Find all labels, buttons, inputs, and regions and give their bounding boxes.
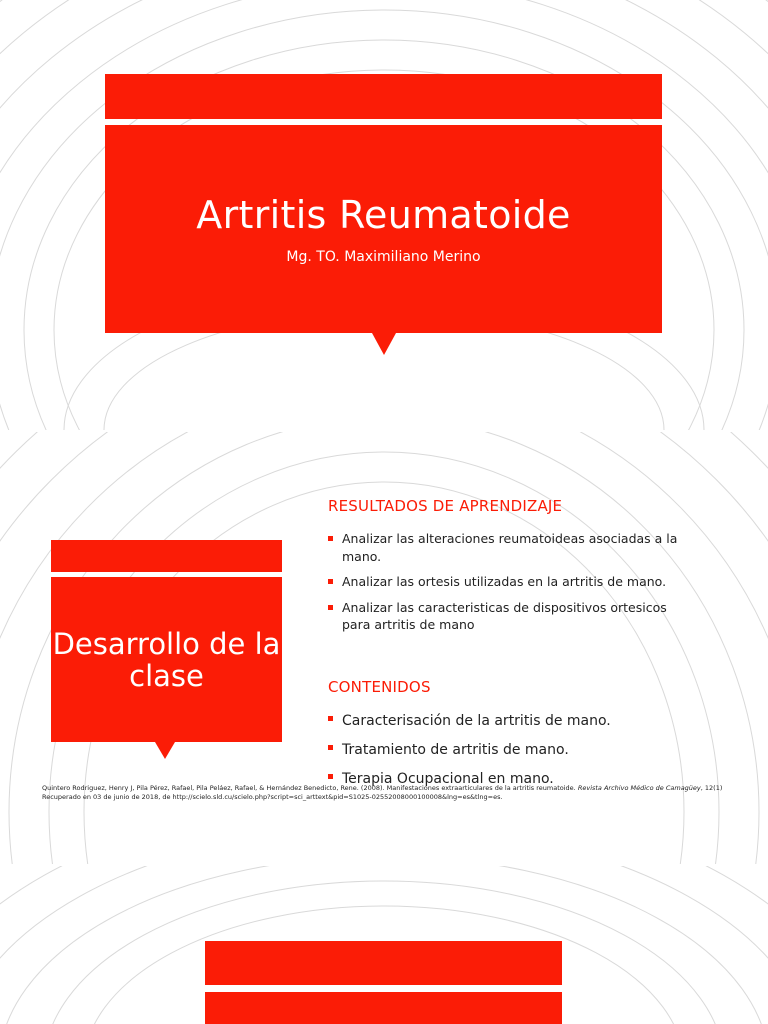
citation <box>42 784 742 802</box>
contents-heading: CONTENIDOS <box>328 678 431 696</box>
slide-title-text: Artritis Reumatoide <box>196 193 571 237</box>
list-item: Analizar las ortesis utilizadas en la artritis de mano. <box>328 573 698 591</box>
title-block <box>105 125 662 333</box>
list-item: Terapia Ocupacional en mano. <box>328 770 718 789</box>
slide-title <box>0 0 768 430</box>
slide-subtitle: Mg. TO. Maximiliano Merino <box>286 249 481 265</box>
list-item: Tratamiento de artritis de mano. <box>328 741 718 760</box>
citation-rest: , 12(1) Recuperado en 03 de junio de 2018, de http://scielo.sld.cu/scielo.php?script=sci_arttext&pid=S1025-02552008000100008&lng=es&tlng=es. <box>42 784 723 801</box>
section-top-bar <box>51 540 282 572</box>
title-top-bar <box>105 74 662 119</box>
list-item: Analizar las caracteristicas de dispositivos ortesicos para artritis de mano <box>328 599 698 634</box>
list-item: Caracterisación de la artritis de mano. <box>328 712 718 731</box>
next-box <box>205 992 562 1024</box>
section-box-pointer <box>155 742 175 759</box>
learning-outcomes-heading: RESULTADOS DE APRENDIZAJE <box>328 497 563 515</box>
slide-next <box>0 866 768 1024</box>
next-top-bar <box>205 941 562 985</box>
citation-journal: Revista Archivo Médico de Camagüey <box>577 784 701 792</box>
title-box-pointer <box>372 333 396 355</box>
list-item: Analizar las alteraciones reumatoideas asociadas a la mano. <box>328 530 698 565</box>
learning-outcomes-list <box>328 530 698 642</box>
section-box-title: Desarrollo de la clase <box>52 626 281 693</box>
citation-authors: Quintero Rodriguez, Henry J, Pila Pérez, Rafael, Pila Peláez, Rafael, & Hernández Benedicto, Rene. (2008). Manifestaciones extraarticulares de la artritis reumatoide. <box>42 784 578 792</box>
